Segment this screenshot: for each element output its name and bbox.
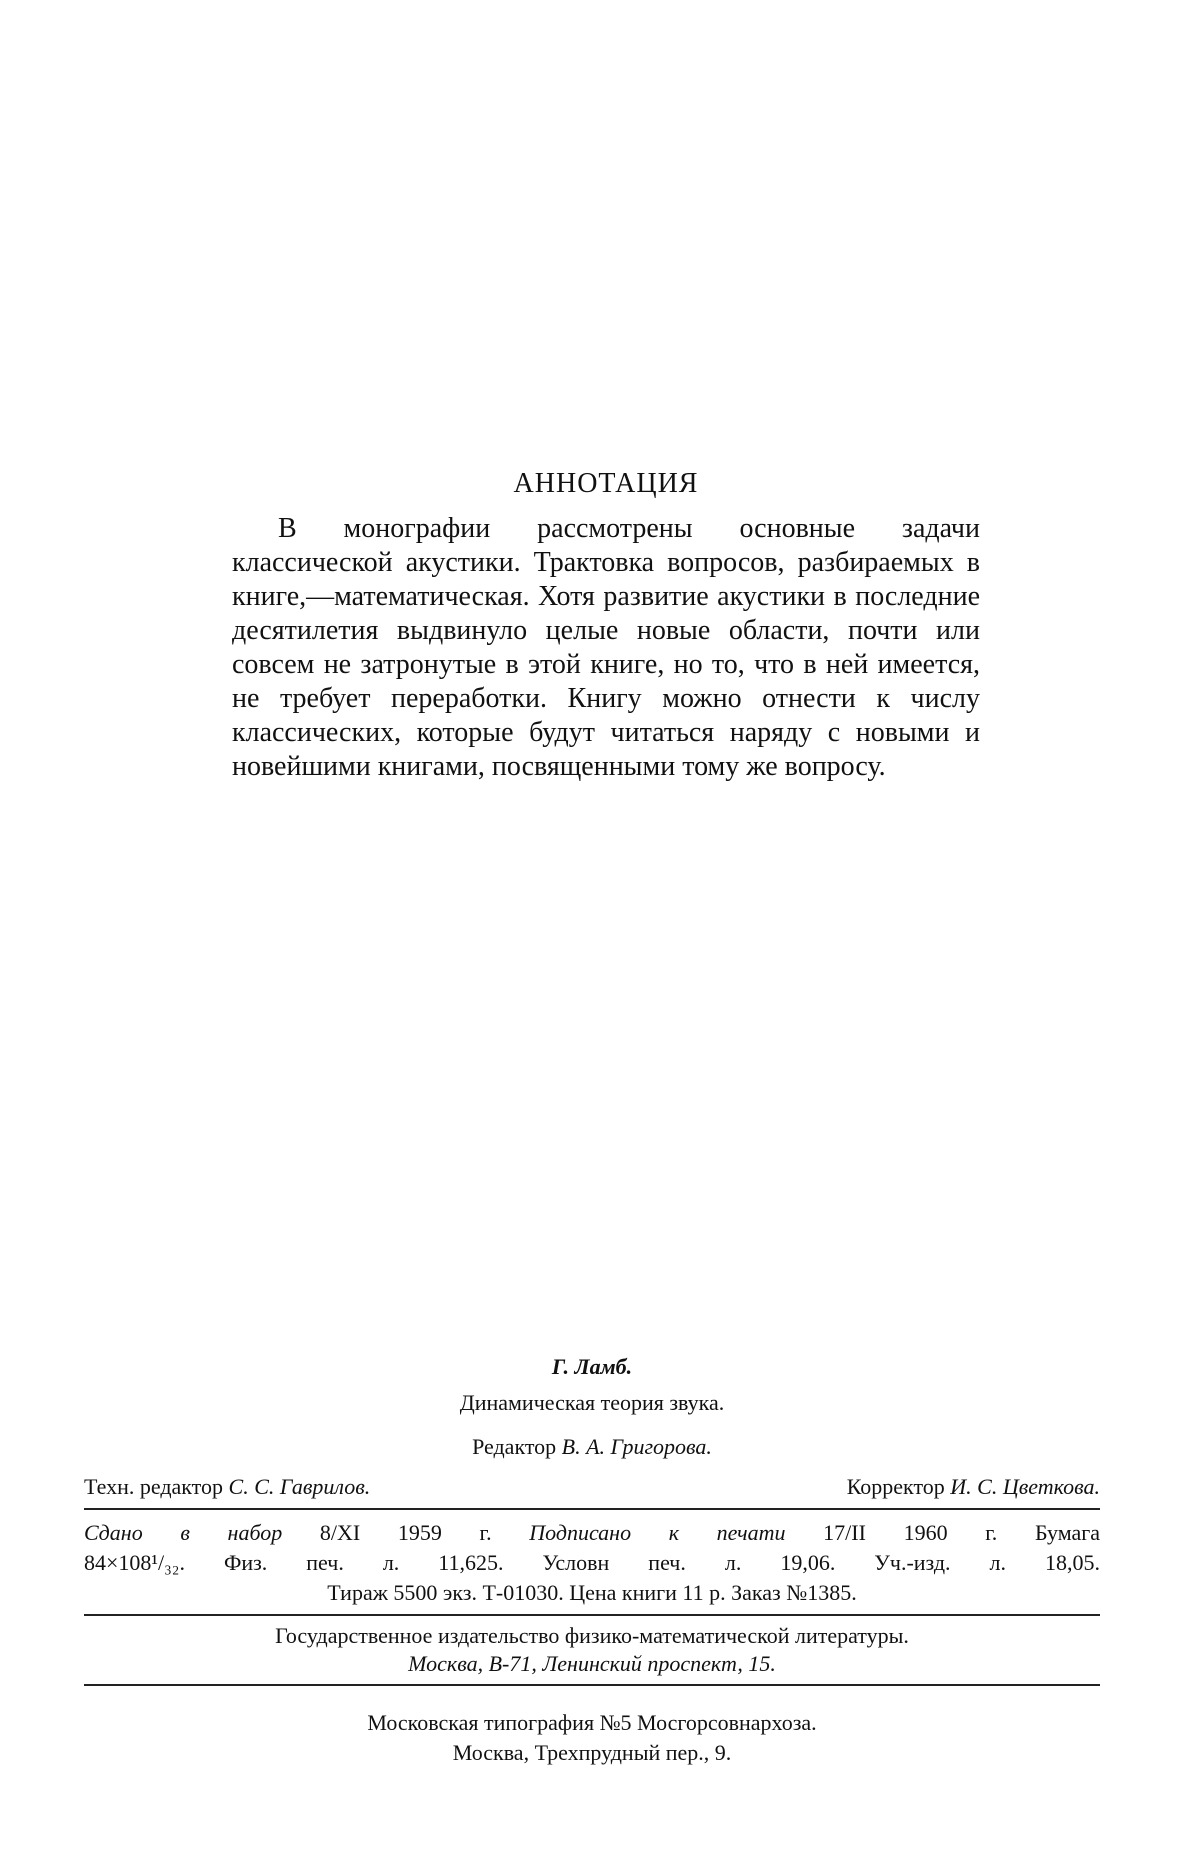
details-signed-date: 17/II 1960 г. [823,1520,998,1545]
details-signed-label: Подписано к печати [529,1520,786,1545]
tech-editor-name: С. С. Гаврилов. [228,1474,371,1499]
corrector-name: И. С. Цветкова. [950,1474,1100,1499]
printer-address: Москва, Трехпрудный пер., 9. [452,1740,732,1765]
publisher-address: Москва, В-71, Ленинский проспект, 15. [408,1651,776,1676]
annotation-section [232,468,980,784]
details-paper-label: Бумага [1034,1520,1101,1545]
publisher-name: Государственное издательство физико-математической литературы. [275,1623,909,1648]
tech-editor-label: Техн. редактор [84,1474,224,1499]
tech-editor [84,1472,370,1502]
editor-label: Редактор [472,1434,557,1459]
corrector [847,1472,1100,1502]
details-submitted-label: Сдано в набор [84,1520,283,1545]
details-submitted-date: 8/XI 1959 г. [319,1520,492,1545]
printer-block [84,1708,1100,1768]
divider-rule [84,1684,1100,1686]
print-details [84,1518,1100,1608]
imprint-section [84,1352,1100,1768]
editor-name: В. А. Григорова. [561,1434,712,1459]
details-line-3: Тираж 5500 экз. Т-01030. Цена книги 11 р. Заказ №1385. [327,1580,857,1605]
divider-rule [84,1614,1100,1616]
staff-row [84,1472,1100,1502]
divider-rule [84,1508,1100,1510]
annotation-text: В монографии рассмотрены основные задачи классической акустики. Трактовка вопросов, разбираемых в книге,—математическая. Хотя развитие акустики в последние десятилетия выдвинуло целые новые области, почти или совсем не затронутые в этой книге, но то, что в ней имеется, не требует переработки. Книгу можно отнести к числу классических, которые будут читаться наряду с новыми и новейшими книгами, посвященными тому же вопросу. [232,513,980,782]
publisher-block [84,1622,1100,1678]
book-title: Динамическая теория звука. [459,1390,725,1415]
details-line-1 [84,1518,1100,1548]
editor-line [84,1432,1100,1462]
corrector-label: Корректор [846,1474,945,1499]
printer-name: Московская типография №5 Мосгорсовнархоза. [367,1710,817,1735]
author-name: Г. Ламб. [551,1354,633,1379]
details-line-2: 84×108¹/₃₂. Физ. печ. л. 11,625. Условн печ. л. 19,06. Уч.-изд. л. 18,05. [84,1550,1100,1575]
annotation-title: АННОТАЦИЯ [513,468,699,499]
